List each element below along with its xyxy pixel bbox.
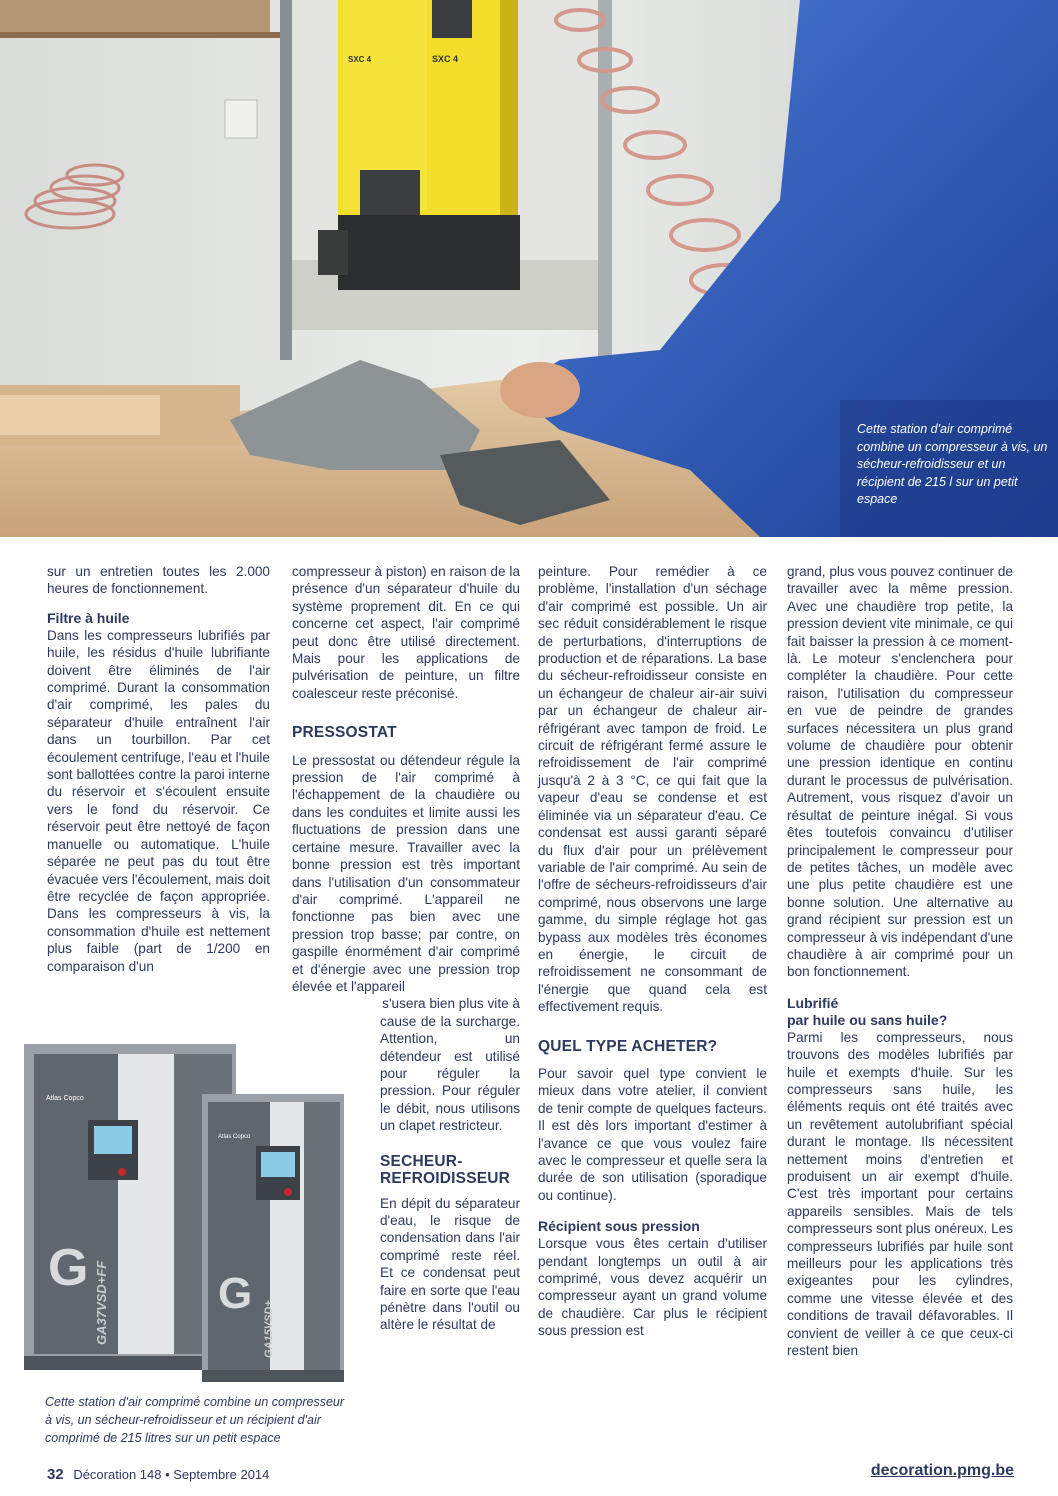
paragraph: Dans les compresseurs lubrifiés par huile, les résidus d'huile lubrifiante doivent être éliminés de l'air comprimé. Durant la consommation d'air comprimé, les pales du séparateur d'huile entraînent l'air dans un tourbillon. Par cet écoulement centrifuge, l'eau et l'huile sont ballottées contre la paroi interne du réservoir et s'écoulent ensuite vers le fond du réservoir. Ce réservoir peut être nettoyé de façon manuelle ou automatique. L'huile séparée ne peut pas du tout être évacuée vers l'écoulement, mais doit être recyclée de façon appropriée. Dans les compresseurs à vis, la consommation d'huile est nettement plus faible (part de 1/200 en comparaison d'un bbox=[47, 627, 270, 974]
paragraph: Parmi les compresseurs, nous trouvons des modèles lubrifiés par huile et exempts d'huile. Sur les compresseurs sans huile, les éléments requis ont été traités avec un revêtement autolubrifiant spécial durant le montage. Ils nécessitent nettement moins d'entretien et produisent un air exempt d'huile. C'est très important pour certains appareils sensibles. Mais de tels compresseurs sont plus onéreux. Les compresseurs lubrifiés par huile sont meilleurs pour les applications très exigeantes pour les cylindres, comme une vitesse élevée et des conditions de travail défavorables. Il convient de veiller à ce que ceux-ci restent bien bbox=[787, 1029, 1013, 1359]
machine-label-main: SXC 4 bbox=[432, 54, 459, 64]
paragraph: compresseur à piston) en raison de la présence d'un séparateur d'huile du système proprement dit. En ce qui concerne cet aspect, l'air comprimé peut donc être utilisé directement. Mais pour les applications de pulvérisation de peinture, un filtre coalesceur reste préconisé. bbox=[292, 564, 520, 701]
brand-small: Atlas Copco bbox=[218, 1134, 251, 1140]
column-4 bbox=[787, 563, 1013, 1359]
brand-large: Atlas Copco bbox=[46, 1095, 84, 1102]
paragraph: En dépit du séparateur d'eau, le risque de condensation dans l'air comprimé reste réel. Et ce condensat peut faire en sorte que l'eau pénètre dans l'outil ou altère le résultat de bbox=[380, 1195, 520, 1333]
heading-type: QUEL TYPE ACHETER? bbox=[538, 1037, 718, 1055]
model-small: GA15VSD+ bbox=[263, 1300, 275, 1358]
subheading-recipient: Récipient sous pression bbox=[538, 1218, 700, 1235]
paragraph: grand, plus vous pouvez continuer de travailler avec la même pression. Avec une chaudière trop petite, la pression devient vite minimale, ce qui fait baisser la pression à ce moment-là. Le moteur s'enclenchera pour compléter la chaudière. Pour cette raison, l'utilisation du compresseur en vue de peindre de grandes surfaces nécessitera un plus grand volume de chaudière pour obtenir une pression identique en continu durant le processus de pulvérisation. Autrement, vous risquez d'avoir un résultat de peinture inégal. Si vous êtes toutefois convaincu d'utiliser principalement le compresseur pour de petites tâches, un modèle avec une plus petite chaudière est une bonne solution. Une alternative au grand récipient sur pression est un compresseur à vis indépendant d'une chaudière à air comprimé pour un bon fonctionnement. bbox=[787, 564, 1013, 980]
bottom-caption: Cette station d'air comprimé combine un compresseur à vis, un sécheur-refroidisseur et un récipient d'air comprimé de 215 litres sur un petit espace bbox=[45, 1395, 345, 1445]
subheading-filtre: Filtre à huile bbox=[47, 609, 130, 626]
subheading-lubrifie-1: Lubrifié bbox=[787, 994, 839, 1011]
column-3 bbox=[538, 563, 767, 1340]
paragraph: cause de la surcharge. Attention, un détendeur est utilisé pour réguler la pression. Pour réguler le débit, nous utilisons un clapet restricteur. bbox=[380, 1013, 520, 1134]
footer-left bbox=[47, 1466, 269, 1483]
paragraph: Lorsque vous êtes certain d'utiliser pendant longtemps un outil à air comprimé, vous devez acquérir un compresseur ayant un grand volume de chaudière. Car plus le récipient sous pression est bbox=[538, 1236, 767, 1339]
model-large: GA37VSD+FF bbox=[94, 1260, 109, 1345]
compressors-illustration bbox=[18, 1040, 348, 1385]
g-letter-small: G bbox=[218, 1269, 253, 1318]
paragraph: s'usera bien plus vite à bbox=[382, 996, 520, 1012]
photo-caption: Cette station d'air comprimé combine un compresseur à vis, un sécheur-refroidisseur et un récipient de 215 l sur un petit espace bbox=[857, 422, 1048, 506]
heading-secheur: SECHEUR-REFROIDISSEUR bbox=[380, 1152, 511, 1187]
paragraph: sur un entretien toutes les 2.000 heures de fonctionnement. bbox=[47, 564, 270, 597]
narrow-block bbox=[380, 1013, 520, 1334]
issue-info: Décoration 148 • Septembre 2014 bbox=[73, 1467, 270, 1482]
paragraph: Pour savoir quel type convient le mieux dans votre atelier, il convient de tenir compte de quelques facteurs. Il est dès lors important d'estimer à l'avance ce que vous voulez faire avec le compresseur et quelle sera la durée de son utilisation (sporadique ou continue). bbox=[538, 1065, 767, 1203]
subheading-lubrifie-2: par huile ou sans huile? bbox=[787, 1011, 948, 1028]
column-1 bbox=[47, 563, 270, 975]
paragraph: peinture. Pour remédier à ce problème, l'installation d'un séchage d'air comprimé est possible. Un air sec réduit considérablement le risque de perturbations, d'interruptions de production et de réparations. La base du sécheur-refroidisseur consiste en un échangeur de chaleur air-air suivi par un échangeur de chaleur air-réfrigérant avec tampon de froid. Le circuit de réfrigérant fermé assure le refroidissement de l'air comprimé jusqu'à 2 à 3 °C, ce qui fait que la vapeur d'eau se condense et est éliminée via un séparateur d'eau. Ce condensat est aussi garanti séparé du flux d'air pour un prélèvement variable de l'air comprimé. Au sein de l'offre de sécheurs-refroidisseurs d'air comprimé, nous observons une large gamme, du simple réglage hot gas bypass aux modèles très économes en énergie, le circuit de refroidissement ne consommant de l'énergie que quand cela est effectivement requis. bbox=[538, 564, 767, 1015]
compressors-photo bbox=[18, 1040, 348, 1385]
heading-pressostat: PRESSOSTAT bbox=[292, 724, 397, 742]
g-letter-large: G bbox=[48, 1239, 89, 1297]
hero-photo bbox=[0, 0, 1058, 537]
paragraph: Le pressostat ou détendeur régule la pression de l'air comprimé à l'échappement de la chaudière ou dans les conduites et limite aussi les fluctuations de pression dans une certaine mesure. Travailler avec la bonne pression est très important dans l'utilisation d'un consommateur d'air comprimé. L'appareil ne fonctionne pas bien avec une pression trop basse; par contre, on gaspille énormément d'air comprimé et d'énergie avec une pression trop élevée et l'appareil bbox=[292, 752, 520, 994]
machine-label-small: SXC 4 bbox=[348, 55, 372, 64]
website-link[interactable]: decoration.pmg.be bbox=[870, 1462, 1014, 1479]
page-number: 32 bbox=[47, 1466, 64, 1483]
